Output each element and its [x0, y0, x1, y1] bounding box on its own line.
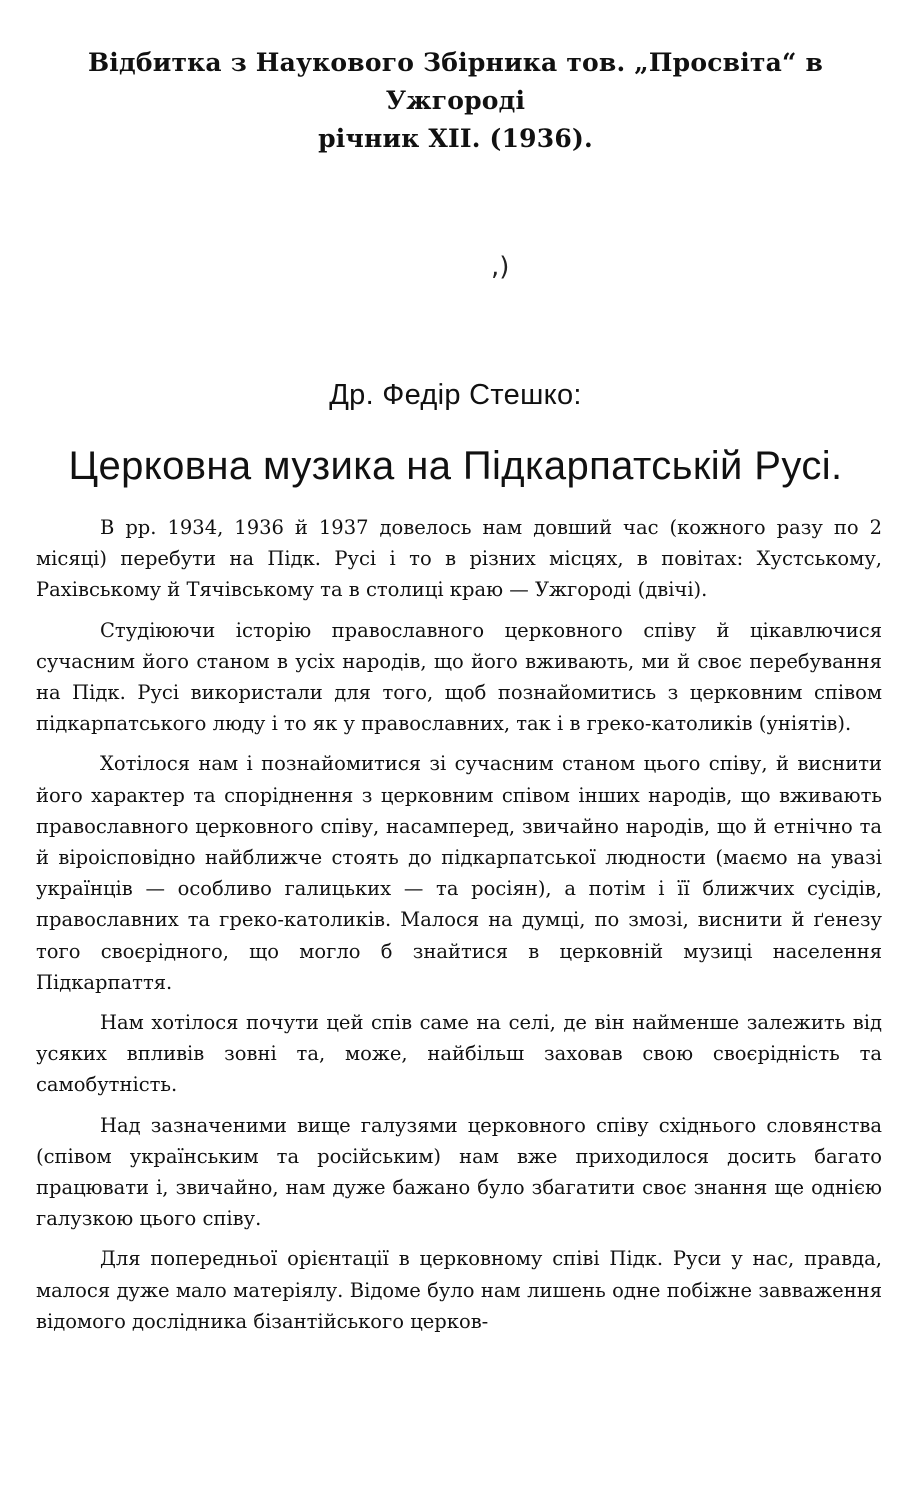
- paragraph-1: В рр. 1934, 1936 й 1937 довелось нам довший час (кожного разу по 2 місяці) перебути на Підк. Русі і то в різних місцях, в повітах: Хустському, Рахівському й Тячівському та в столиці краю — Ужгороді (двічі).: [36, 516, 882, 602]
- stray-mark: ,): [491, 252, 510, 282]
- offprint-line-1: Відбитка з Наукового Збірника тов. „Просвіта“ в Ужгороді: [87, 48, 824, 115]
- offprint-header: [20, 44, 891, 158]
- offprint-line-2: річник XII. (1936).: [318, 124, 593, 153]
- article-body: [36, 512, 882, 1346]
- article-title: Церковна музика на Підкарпатській Русі.: [68, 444, 843, 488]
- paragraph-2: Студіюючи історію православного церковного співу й цікавлючися сучасним його станом в усіх народів, що його вживають, ми й своє перебування на Підк. Русі використали для того, щоб познайомитись з церковним співом підкарпатського люду і то як у православних, так і в греко-католиків (уніятів).: [36, 618, 882, 736]
- author-name: Др. Федір Стешко:: [329, 379, 582, 411]
- paragraph-6: Для попередньої орієнтації в церковному співі Підк. Руси у нас, правда, малося дуже мало матеріялу. Відоме було нам лишень одне побіжне завваження відомого дослідника бізантійського церков-: [36, 1247, 882, 1333]
- paragraph-4: Нам хотілося почути цей спів саме на селі, де він найменше залежить від усяких впливів зовні та, може, найбільш заховав свою своєрідність та самобутність.: [36, 1011, 882, 1097]
- paragraph-3: Хотілося нам і познайомитися зі сучасним станом цього співу, й виснити його характер та споріднення з церковним співом інших народів, що вживають православного церковного співу, насамперед, звичайно народів, що й етнічно та й віроісповідно найближче стоять до підкарпатської людности (маємо на увазі українців — особливо галицьких — та росіян), а потім і її ближчих сусідів, православних та греко-католиків. Малося на думці, по змозі, виснити й ґенезу того своєрідного, що могло б знайтися в церковній музиці населення Підкарпаття.: [36, 752, 882, 994]
- paragraph-5: Над зазначеними вище галузями церковного співу східнього словянства (співом українським та російським) нам вже приходилося досить багато працювати і, звичайно, нам дуже бажано було збагатити своє знання ще однією галузкою цього співу.: [36, 1113, 882, 1231]
